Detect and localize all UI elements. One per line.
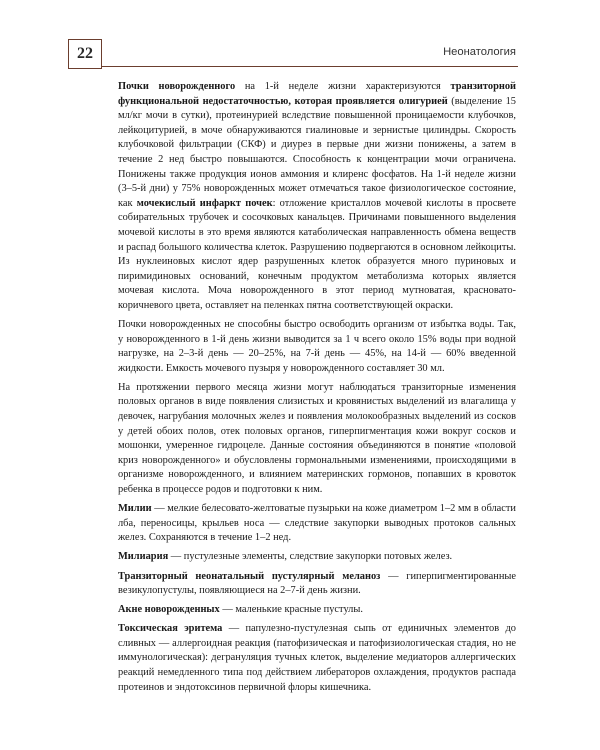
text-run: — мелкие белесовато-желтоватые пузырьки на коже диаметром 1–2 мм в области лба, переносицы, крыльев носа — следствие закупорки выводных протоков сальных желез. Сохраняются в течение 1–2 нед. bbox=[118, 503, 516, 544]
paragraph-sexual-crisis bbox=[118, 381, 516, 498]
paragraph-kidneys bbox=[118, 80, 516, 314]
term-bold: транзиторной функциональной недостаточностью, которая проявляется олигурией bbox=[118, 81, 517, 107]
term-bold: Токсическая эритема bbox=[118, 623, 223, 635]
text-run: : отложение кристаллов мочевой кислоты в просвете собирательных трубочек и сосочковых канальцев. Причинами повышенного выделения мочевой кислоты в это время являются катаболическая направленность обмена веществ и распад большого количества клеток. Разрушению подвергаются в основном лейкоциты. Из нуклеиновых кислот ядер разрушенных клеток образуется много пуриновых и пиримидиновых оснований, конечным продуктом метаболизма которых является мочевая кислота. Моча новорожденного в этот период мутноватая, красновато-коричневого цвета, оставляет на пеленках пятна соответствующей окраски. bbox=[118, 197, 516, 311]
paragraph-toxic-erythema bbox=[118, 622, 516, 695]
term-bold: Милии bbox=[118, 503, 152, 515]
term-bold: Милиария bbox=[118, 551, 169, 563]
header-rule bbox=[102, 66, 518, 67]
paragraph-neonatal-acne bbox=[118, 603, 516, 618]
body-text bbox=[118, 80, 516, 700]
text-run: — гиперпигментированные везикулопустулы, появляющиеся на 2–7-й день жизни. bbox=[118, 570, 516, 597]
text-run: — пустулезные элементы, следствие закупорки потовых желез. bbox=[168, 551, 453, 563]
page-number: 22 bbox=[68, 39, 102, 69]
text-run: Почки новорожденных не способны быстро освободить организм от избытка воды. Так, у новорожденного в 1-й день жизни выводится за 1 ч всего около 15% воды при водной нагрузке, на 2–3-й день — 20–25%, на 7-й день — 45%, на 14-й — 60% введенной жидкости. Емкость мочевого пузыря у новорожденного составляет 30 мл. bbox=[118, 319, 516, 374]
text-run: — маленькие красные пустулы. bbox=[219, 604, 363, 616]
paragraph-water-excretion bbox=[118, 318, 516, 376]
term-bold: Акне новорожденных bbox=[118, 604, 220, 616]
text-run: На протяжении первого месяца жизни могут наблюдаться транзиторные изменения половых органов в виде появления слизистых и кровянистых выделений из влагалища у девочек, нагрубания молочных желез и появления молокообразных выделений из сосков у детей обоих полов, отек половых органов, гиперпигментация кожи вокруг сосков и мошонки, умеренное гидроцеле. Данные состояния объединяются в понятие «половой криз новорожденного» и обусловлены гормональными изменениями, происходящими в организме новорожденного, и влиянием материнских гормонов, попавших в кровоток ребенка в процессе родов и подготовки к ним. bbox=[118, 381, 516, 496]
text-run: (выделение 15 мл/кг мочи в сутки), протеинурией вследствие повышенной проницаемости клубочков, лейкоцитурией, в моче обнаруживаются гиалиновые и зернистые цилиндры. Скорость клубочковой фильтрации (СКФ) и диурез в первые дни жизни понижены, а затем в течение 2 нед быстро повышаются. Способность к концентрации мочи ограничена. Понижены также продукция ионов аммония и клиренс фосфатов. На 1-й неделе жизни (3–5-й дни) у 75% новорожденных может отмечаться такое физиологическое состояние, как bbox=[118, 95, 516, 209]
text-run: — папулезно-пустулезная сыпь от единичных элементов до сливных — аллергоидная реакция (патофизическая и патофизиологическая стадия, но не иммунологическая): дегрануляция тучных клеток, выделение медиаторов аллергических реакций немедленного типа под действием либераторов охлаждения, продуктов распада протеинов и эндотоксинов первичной флоры кишечника. bbox=[118, 623, 516, 693]
term-bold: Транзиторный неонатальный пустулярный меланоз bbox=[118, 570, 381, 582]
paragraph-miliaria bbox=[118, 550, 516, 565]
text-run: на 1-й неделе жизни характеризуются bbox=[235, 81, 451, 92]
running-title: Неонатология bbox=[443, 46, 516, 58]
paragraph-milia bbox=[118, 502, 516, 546]
paragraph-pustular-melanosis bbox=[118, 570, 516, 599]
term-bold: Почки новорожденного bbox=[118, 81, 236, 92]
term-bold: мочекислый инфаркт почек bbox=[136, 197, 273, 209]
